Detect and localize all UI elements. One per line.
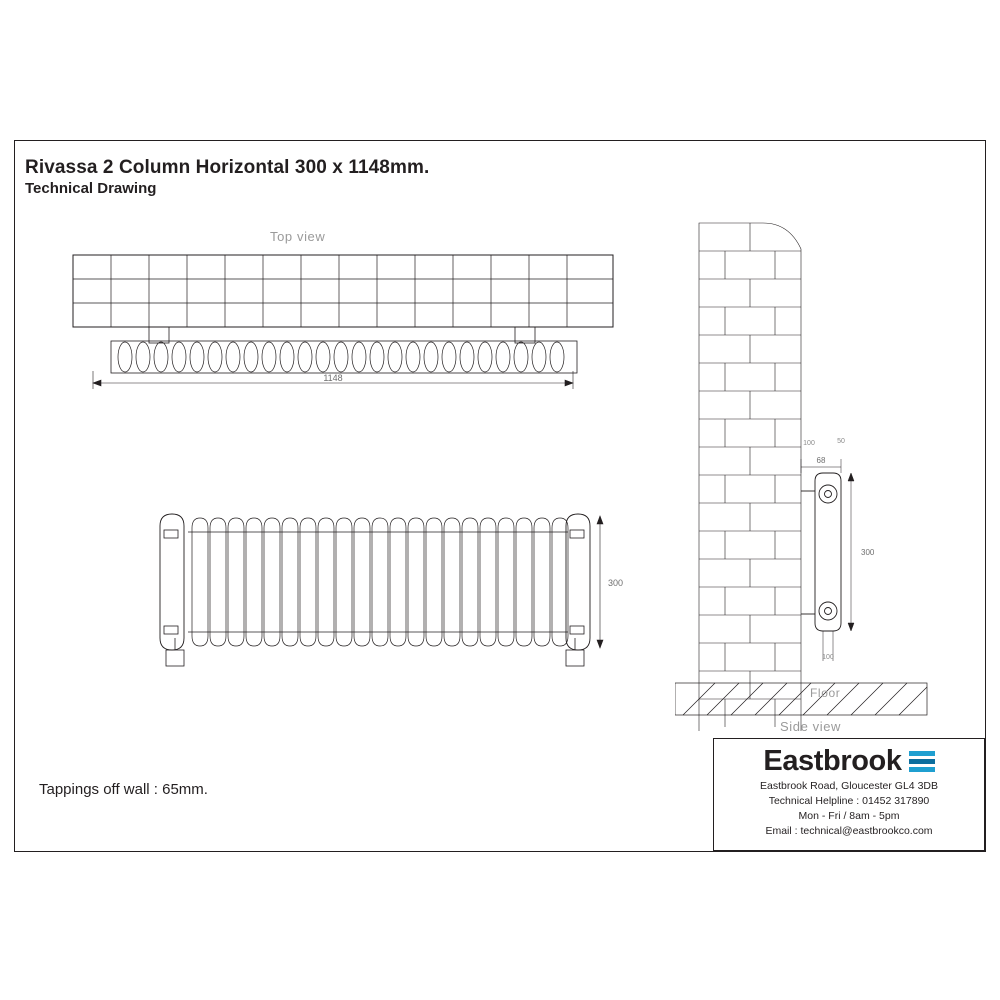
side-view-label: Side view [780,719,842,734]
side-view-drawing [675,191,975,731]
top-overall-dimension [73,367,613,403]
top-view-label: Top view [270,229,326,244]
side-height-dimension-text: 300 [861,548,875,557]
brand-name: Eastbrook [763,745,902,777]
top-view-drawing [63,249,623,379]
tappings-note: Tappings off wall : 65mm. [39,781,208,798]
brand-email: Email : technical@eastbrookco.com [765,825,933,837]
brand-logo [714,739,984,776]
top-overall-dimension-text: 1148 [323,373,343,383]
side-top-small-dimension-text: 100 [803,440,815,447]
brand-hours: Mon - Fri / 8am - 5pm [798,810,900,822]
page-subtitle: Technical Drawing [25,180,157,197]
front-height-dimension-text: 300 [608,578,624,588]
brand-contact [714,779,984,839]
front-view-drawing [130,506,650,676]
brand-block [713,738,985,851]
brand-helpline: Technical Helpline : 01452 317890 [768,795,930,807]
drawing-sheet [14,140,986,852]
eastbrook-bars-icon [909,751,935,772]
floor-label: Floor [810,686,841,700]
side-depth-dimension-text: 68 [816,456,826,465]
title-block [25,157,429,198]
side-angle-small-dimension-text: 50 [837,438,845,445]
brand-address: Eastbrook Road, Gloucester GL4 3DB [759,780,938,792]
side-bottom-small-dimension-text: 100 [822,654,834,661]
page-title: Rivassa 2 Column Horizontal 300 x 1148mm. [25,157,430,178]
